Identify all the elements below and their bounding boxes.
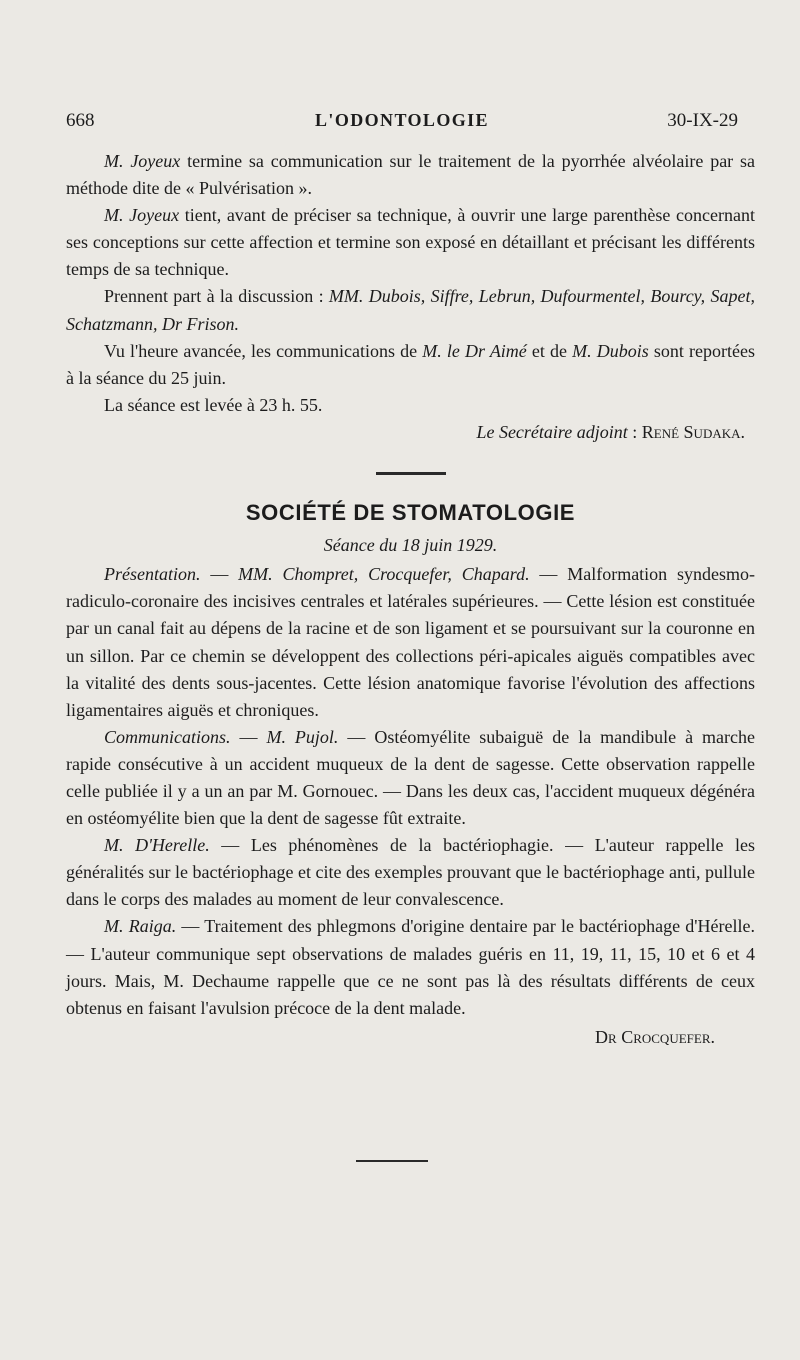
- item-label: Présentation.: [104, 564, 201, 585]
- paragraph: [66, 724, 755, 832]
- page-number: 668: [66, 110, 95, 131]
- dash: —: [230, 726, 267, 747]
- closing-signature: Dr Crocquefer.: [595, 1026, 715, 1047]
- signature-name: René Sudaka.: [641, 421, 745, 442]
- author-name: M. Dubois: [572, 340, 649, 361]
- author-name: M. Joyeux: [104, 151, 181, 171]
- paragraph: [66, 148, 755, 202]
- paragraph-text: et de: [526, 340, 573, 361]
- author-name: M. Raiga.: [104, 916, 177, 937]
- signature-separator: :: [627, 421, 642, 442]
- author-name: M. Pujol.: [266, 726, 339, 747]
- dash: —: [200, 564, 239, 585]
- paragraph: [66, 832, 755, 913]
- paragraph: [66, 392, 755, 419]
- seance-date: [66, 532, 755, 559]
- paragraph-text: Vu l'heure avancée, les communications de: [104, 340, 423, 361]
- paragraph: [66, 283, 755, 337]
- discussion-names: MM. Dubois, Siffre, Lebrun, Dufourmentel, Bourcy, Sapet, Schatzmann, Dr Frison.: [66, 286, 755, 334]
- paragraph-text: — Malformation syndesmo-radiculo-coronaire des incisives centrales et latérales supérieures. — Cette lésion est constituée par un canal fait au dépens de la racine et de son ligament et se poursuivant sur la couronne en un sillon. Par ce chemin se développent des collections péri-apicales aiguës compatibles avec la vitalité des dents sous-jacentes. Cette lésion anatomique favorise l'évolution des affections ligamentaires aiguës et chroniques.: [66, 564, 755, 720]
- paragraph-text: sont reportées à la séance du 25 juin.: [66, 340, 756, 388]
- paragraph-text: tient, avant de préciser sa technique, à ouvrir une large parenthèse concernant ses conceptions sur cette affection et termine son exposé en détaillant et précisant les différents temps de sa technique.: [66, 205, 755, 280]
- paragraph-text: La séance est levée à 23 h. 55.: [104, 394, 323, 415]
- paragraph-text: — Ostéomyélite subaiguë de la mandibule à marche rapide consécutive à un accident muqueux de la dent de sagesse. Cette observation rappelle celle publiée il y a un an par M. Gornouec. — Dans les deux cas, l'accident muqueux dégénéra en ostéomyélite bien que la dent de sagesse fût extraite.: [66, 726, 756, 829]
- author-name: M. Joyeux: [104, 205, 180, 226]
- secretary-signature: [66, 419, 755, 446]
- author-name: MM. Chompret, Crocquefer, Chapard.: [238, 564, 530, 585]
- paragraph-text: Prennent part à la discussion :: [104, 286, 329, 307]
- section-title: SOCIÉTÉ DE STOMATOLOGIE: [245, 500, 576, 526]
- section-divider: [376, 472, 446, 475]
- author-name: M. le Dr Aimé: [422, 340, 527, 361]
- running-header: [66, 110, 738, 140]
- paragraph: [66, 338, 755, 392]
- paragraph: [66, 202, 755, 283]
- paragraph-text: — Les phénomènes de la bactériophagie. — L'auteur rappelle les généralités sur le bactériophage et cite des exemples prouvant que le bactériophage anti, pullule dans le corps des malades au moment de leur convalescence.: [66, 835, 756, 910]
- author-name: M. D'Herelle.: [104, 835, 210, 856]
- paragraph: [66, 561, 755, 724]
- issue-date: 30-IX-29: [667, 110, 738, 131]
- paragraph-text: — Traitement des phlegmons d'origine dentaire par le bactériophage d'Hérelle. — L'auteur communique sept observations de malades guéris en 11, 19, 11, 15, 10 et 6 et 4 jours. Mais, M. Dechaume rappelle que ce ne sont pas là des résultats différents de ceux obtenus en faisant l'avulsion précoce de la dent malade.: [66, 916, 755, 1018]
- journal-title: L'ODONTOLOGIE: [315, 110, 489, 130]
- seance-text: Séance du 18 juin 1929.: [323, 535, 498, 556]
- paragraph-text: termine sa communication sur le traitement de la pyorrhée alvéolaire par sa méthode dite de « Pulvérisation ».: [66, 151, 755, 199]
- body-text: [66, 148, 755, 1051]
- signature-role: Le Secrétaire adjoint: [476, 421, 628, 442]
- item-label: Communications.: [104, 726, 231, 747]
- paragraph: [66, 913, 755, 1021]
- end-divider: [356, 1160, 428, 1162]
